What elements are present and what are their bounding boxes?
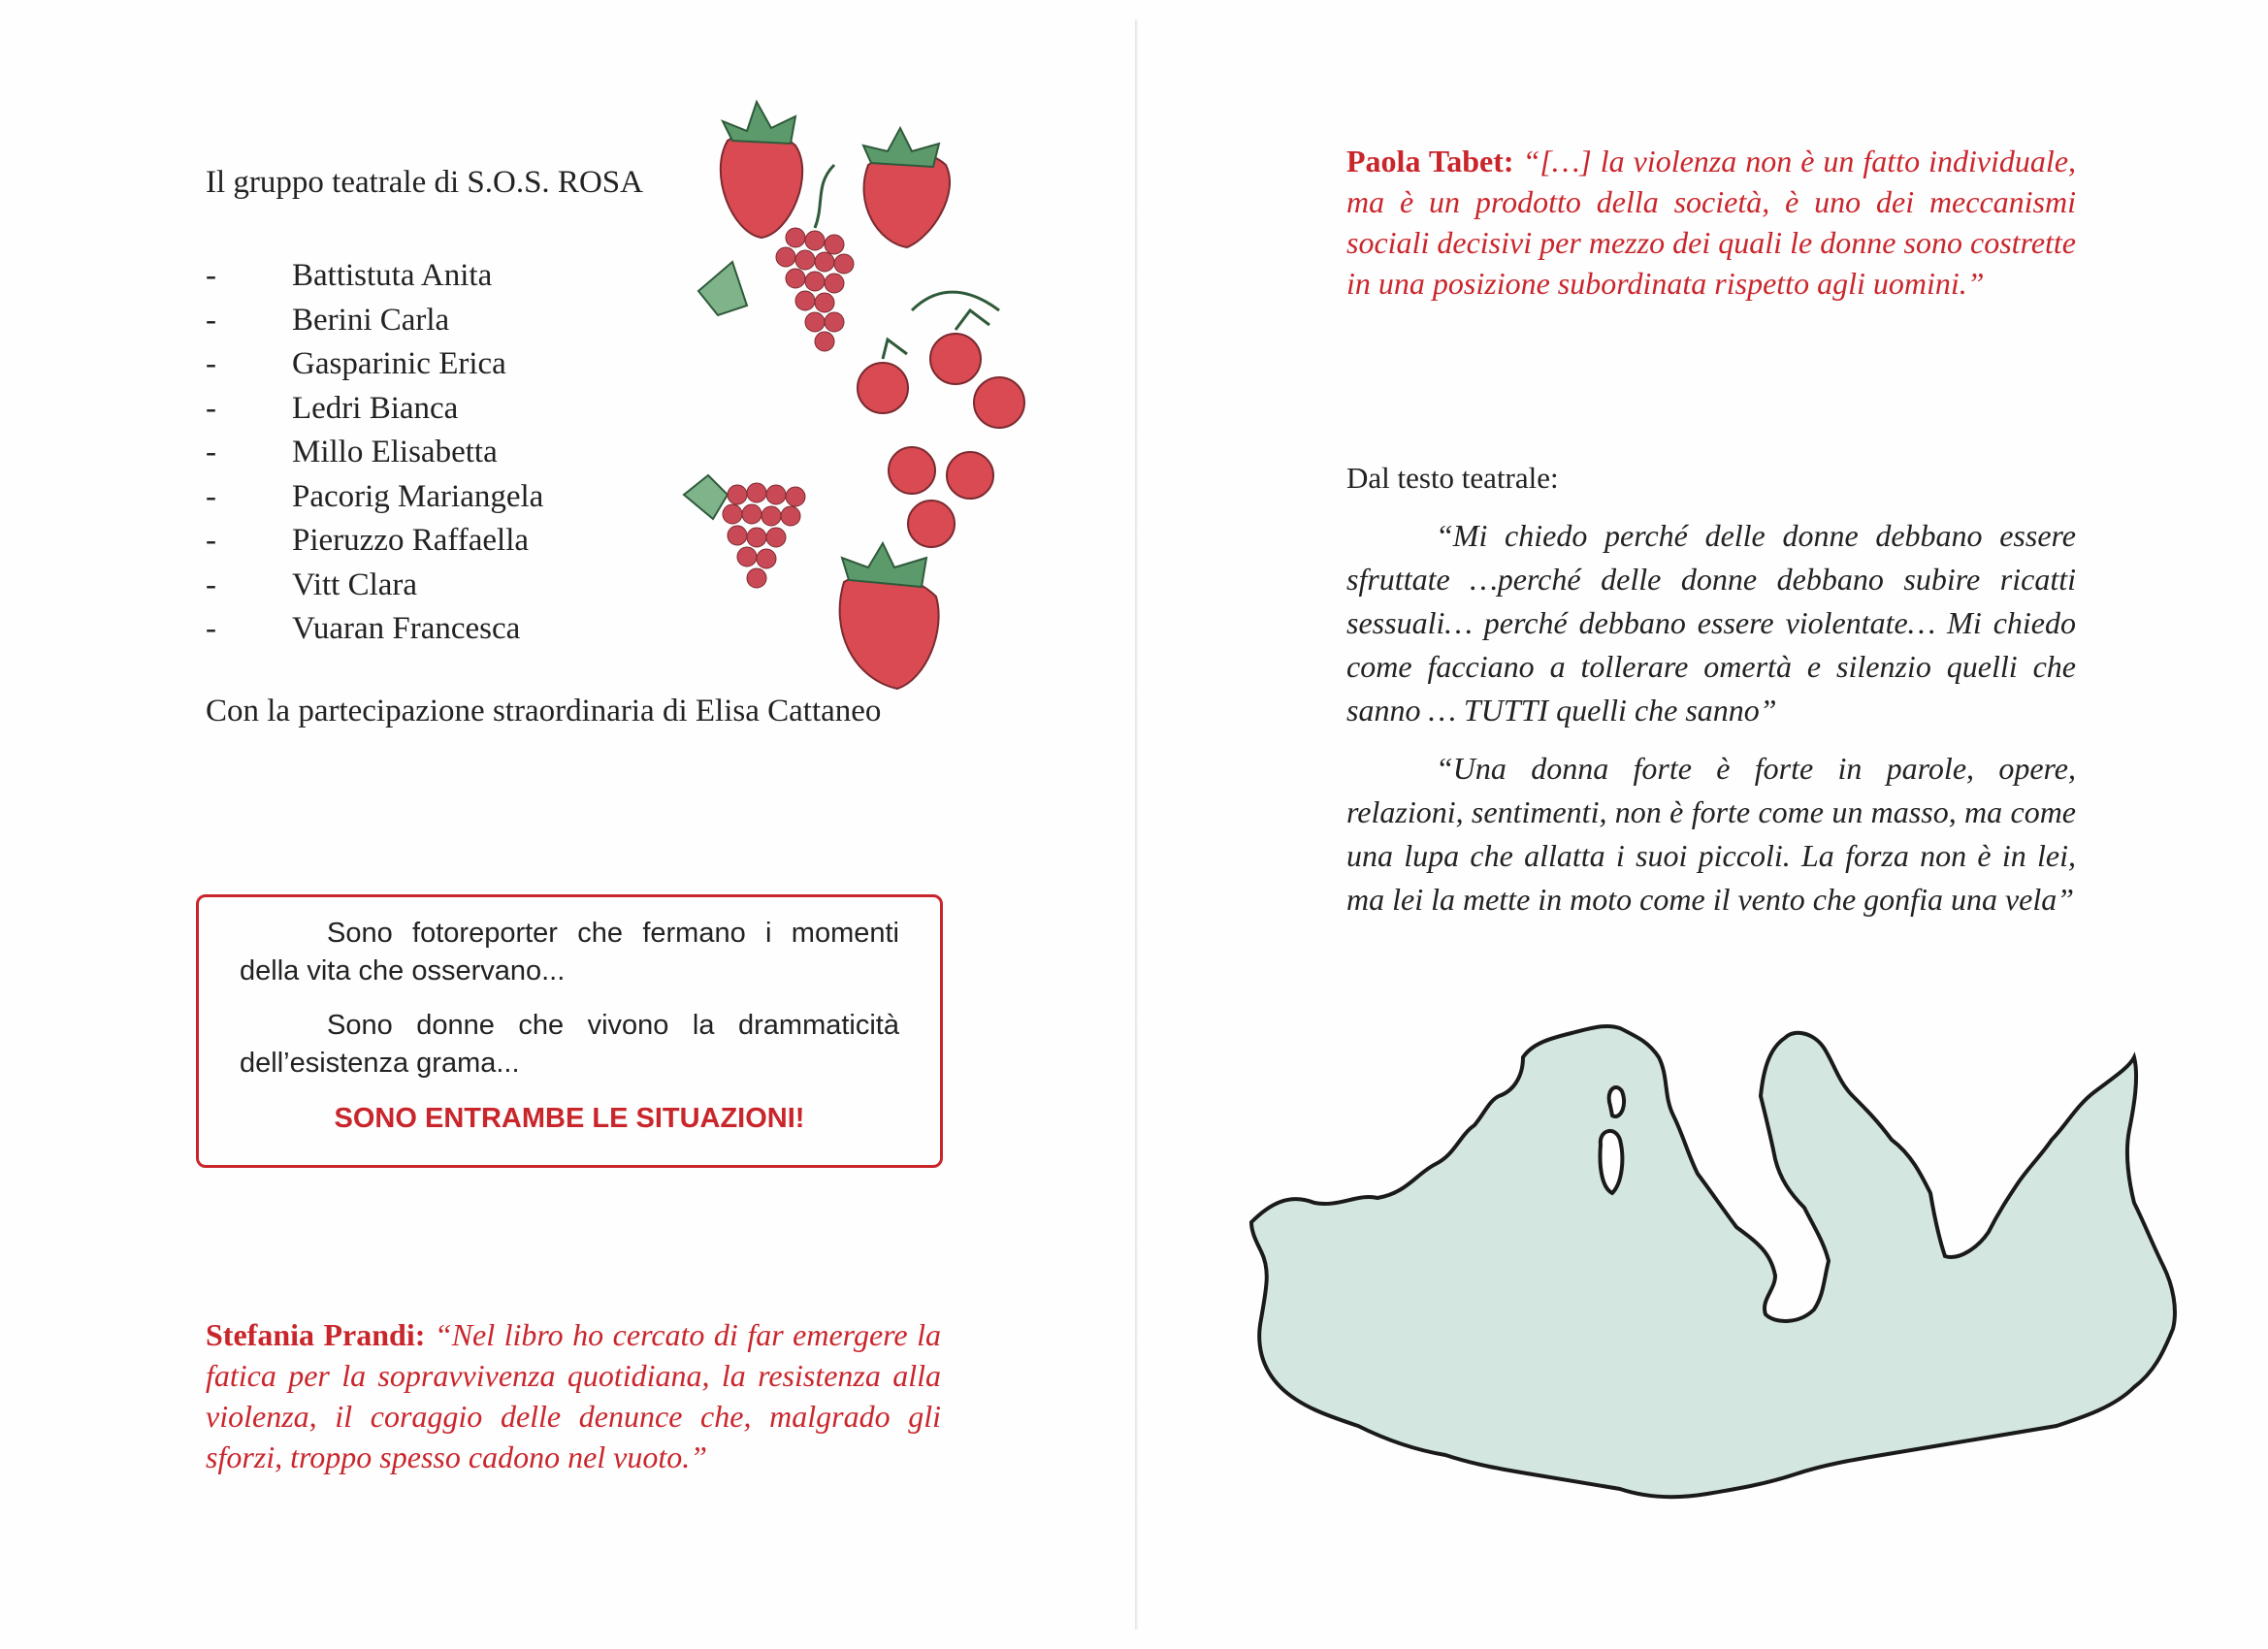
list-dash: -: [206, 523, 216, 558]
list-dash: -: [206, 478, 216, 514]
cast-name: Millo Elisabetta: [292, 435, 498, 469]
quote-box-emphasis: SONO ENTRAMBE LE SITUAZIONI!: [334, 1103, 805, 1134]
cast-name: Gasparinic Erica: [292, 346, 506, 381]
quote-box-line: Sono fotoreporter che fermano i momenti della vita che osservano...: [240, 918, 899, 986]
cast-name: Berini Carla: [292, 302, 450, 338]
strawberry-icon: [840, 543, 939, 689]
grape-icon: [684, 475, 805, 588]
list-dash: -: [206, 302, 216, 338]
tomato-icon: [858, 292, 1024, 547]
special-guest: Con la partecipazione straordinaria di Elisa Cattaneo: [206, 694, 882, 728]
page-fold: [1135, 19, 1138, 1630]
list-dash: -: [206, 258, 216, 293]
cast-name: Pieruzzo Raffaella: [292, 523, 530, 558]
sardinia-island: [1601, 1131, 1623, 1193]
list-dash: -: [206, 435, 216, 469]
quote-text: “[…] la violenza non è un fatto individuale, ma è un prodotto della società, è uno dei meccanismi sociali decisivi per mezzo dei quali le donne sono costrette in una posizione subordinata rispetto agli uomini.”: [1346, 144, 2077, 301]
sea-shape: [1251, 1026, 2175, 1497]
cast-name: Ledri Bianca: [292, 390, 459, 426]
theatre-text-intro: Dal testo teatrale:: [1346, 461, 1559, 495]
list-dash: -: [206, 390, 216, 426]
theatre-quote: “Mi chiedo perché delle donne debbano essere sfruttate …perché delle donne debbano subire ricatti sessuali… perché debbano essere violentate… Mi chiedo come facciano a tollerare omertà e silenzio quelli che sanno … TUTTI quelli che sanno”: [1346, 518, 2076, 728]
strawberry-icon: [863, 128, 950, 247]
list-dash: -: [206, 346, 216, 381]
fruit-illustration: [679, 68, 1086, 708]
corsica-island: [1609, 1087, 1624, 1116]
cast-name: Pacorig Mariangela: [292, 478, 544, 514]
quote-separator: :: [414, 1317, 435, 1352]
list-dash: -: [206, 611, 216, 646]
prandi-quote: [206, 1314, 941, 1477]
group-title: Il gruppo teatrale di S.O.S. ROSA: [206, 165, 643, 200]
quote-author: Stefania Prandi: [206, 1317, 415, 1352]
strawberry-icon: [721, 102, 802, 238]
theatre-quote: “Una donna forte è forte in parole, opere, relazioni, sentimenti, non è forte come un masso, ma come una lupa che allatta i suoi piccoli. La forza non è in lei, ma lei la mette in moto come il vento che gonfia una vela”: [1346, 751, 2076, 917]
quote-author: Paola Tabet: [1346, 144, 1504, 178]
mediterranean-map: [1232, 999, 2202, 1542]
cast-name: Vitt Clara: [292, 566, 418, 602]
quote-box: [196, 894, 943, 1168]
list-dash: -: [206, 566, 216, 602]
quote-box-line: Sono donne che vivono la drammaticità dell’esistenza grama...: [240, 1010, 899, 1079]
cast-name: Battistuta Anita: [292, 258, 493, 293]
quote-text: “Nel libro ho cercato di far emergere la fatica per la sopravvivenza quotidiana, la resistenza alla violenza, il coraggio delle denunce che, malgrado gli sforzi, troppo spesso cadono nel vuoto.”: [206, 1317, 942, 1474]
quote-separator: :: [1503, 144, 1523, 178]
tabet-quote: [1346, 141, 2076, 304]
cast-name: Vuaran Francesca: [292, 611, 521, 646]
